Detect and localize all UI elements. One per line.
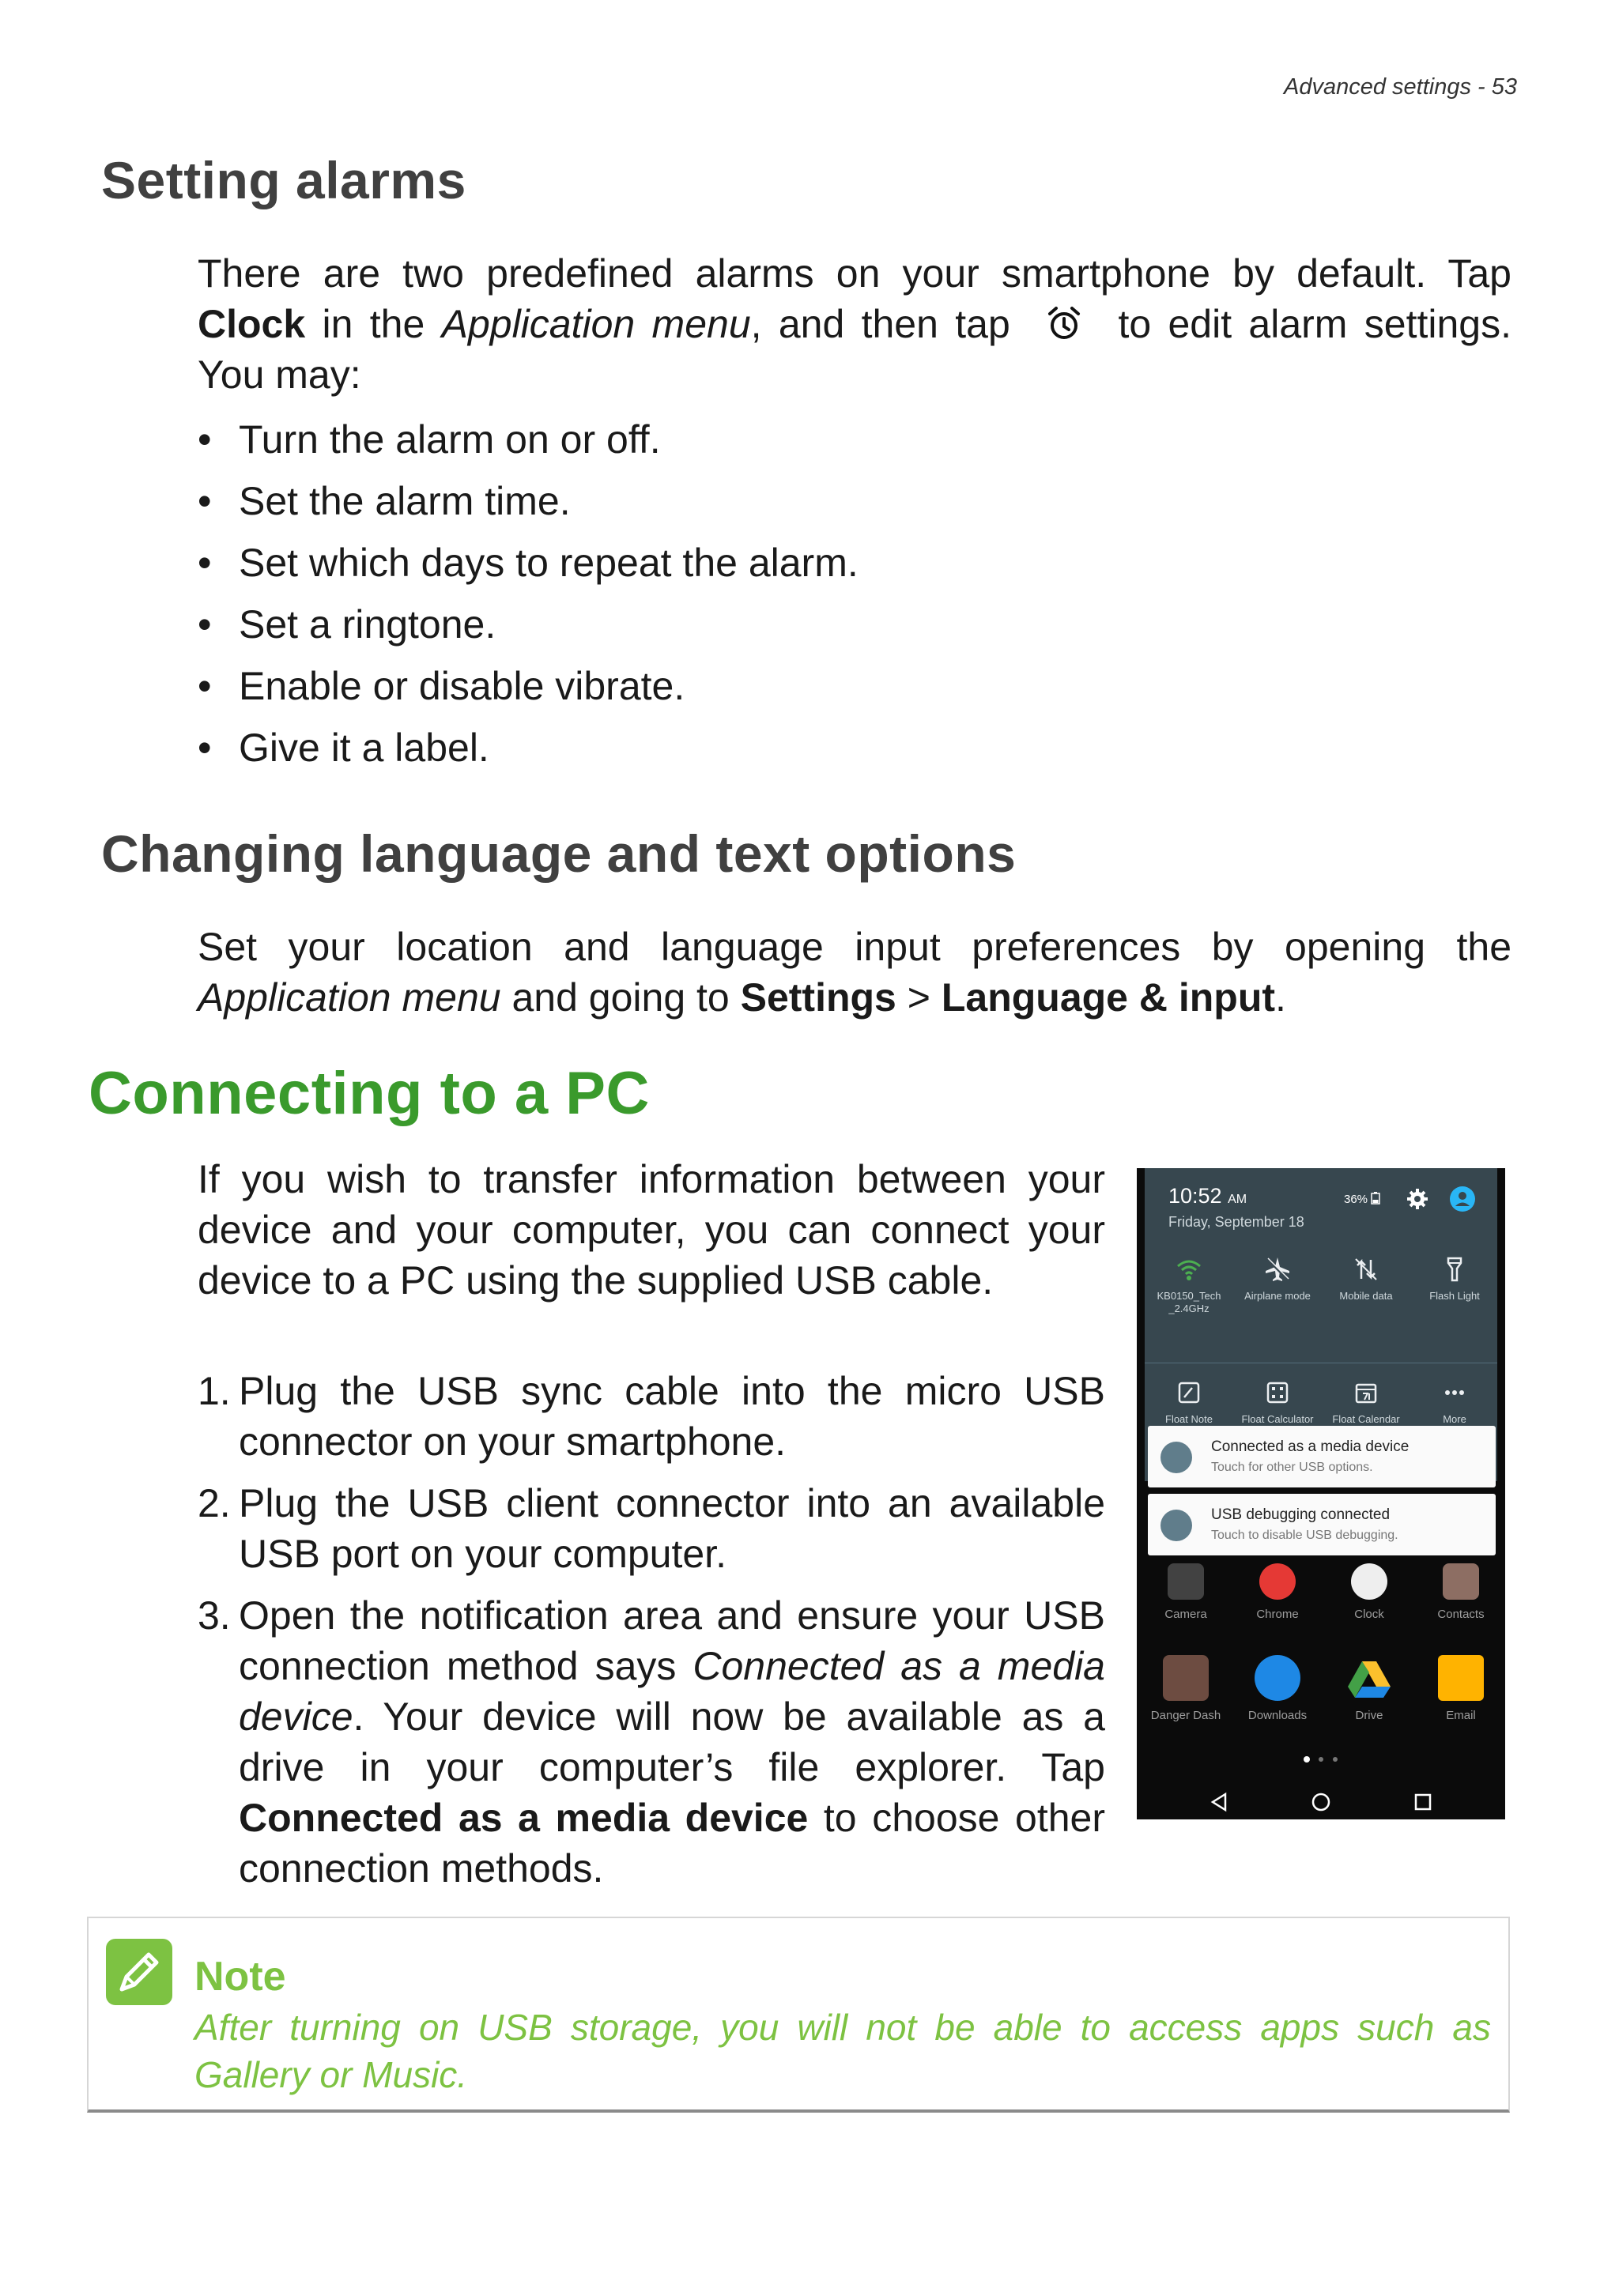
- list-item: [198, 722, 859, 784]
- qs-label: Flash Light: [1429, 1290, 1480, 1302]
- alarms-intro-text-4: to edit alarm settings. You may:: [198, 302, 1511, 397]
- app-danger-dash[interactable]: [1142, 1655, 1230, 1722]
- language-text-3: .: [1275, 975, 1286, 1020]
- app-label: Camera: [1164, 1608, 1207, 1621]
- language-input-term: Language & input: [941, 975, 1276, 1020]
- app-chrome[interactable]: [1233, 1563, 1322, 1621]
- media-device-term: Connected as a media device: [239, 1644, 1105, 1739]
- account-icon[interactable]: [1449, 1186, 1476, 1212]
- time-value: 10:52: [1168, 1184, 1222, 1208]
- path-separator: >: [896, 975, 942, 1020]
- nav-bar: [1137, 1785, 1505, 1819]
- step-text: . Your device will now be available as a drive in your computer’s file explorer. Tap: [239, 1695, 1105, 1789]
- list-item: [198, 537, 859, 599]
- section-heading-setting-alarms: Setting alarms: [101, 151, 466, 209]
- qs-label: Float Calculator: [1241, 1413, 1314, 1425]
- battery-icon: [1371, 1192, 1380, 1205]
- list-item: [198, 599, 859, 661]
- list-item-text: Set a ringtone.: [239, 602, 496, 647]
- settings-term: Settings: [740, 975, 896, 1020]
- app-label: Clock: [1354, 1608, 1384, 1621]
- alarms-intro-text-3: , and then tap: [750, 302, 1028, 346]
- list-item: [198, 476, 859, 537]
- phone-screenshot: [1137, 1168, 1505, 1819]
- status-header: [1145, 1168, 1497, 1244]
- app-drive[interactable]: [1325, 1655, 1413, 1722]
- usb-icon: [1160, 1442, 1192, 1473]
- recents-icon[interactable]: [1412, 1791, 1434, 1813]
- email-icon: [1438, 1655, 1484, 1701]
- list-item: [198, 414, 859, 476]
- step-text: Plug the USB sync cable into the micro USB connector on your smartphone.: [239, 1369, 1105, 1464]
- battery-level: [1344, 1192, 1380, 1206]
- qs-tile-airplane[interactable]: [1233, 1255, 1322, 1303]
- back-icon[interactable]: [1208, 1791, 1230, 1813]
- bullet: •: [198, 417, 212, 462]
- mobile-data-icon: [1352, 1255, 1380, 1284]
- date: Friday, September 18: [1168, 1214, 1304, 1230]
- clock-term: Clock: [198, 302, 306, 346]
- app-label: Contacts: [1437, 1608, 1485, 1621]
- qs-label: KB0150_Tech _2.4GHz: [1157, 1290, 1221, 1314]
- note-box: [87, 1917, 1510, 2113]
- list-item-text: Turn the alarm on or off.: [239, 417, 661, 462]
- wifi-icon: [1175, 1255, 1203, 1284]
- step-text: Open the notification area and ensure your USB connection method says: [239, 1593, 1105, 1688]
- notification-media-device[interactable]: [1148, 1426, 1496, 1487]
- notification-subtitle: Touch to disable USB debugging.: [1211, 1529, 1398, 1542]
- qs-tile-float-note[interactable]: [1145, 1378, 1233, 1426]
- list-item: [198, 1478, 1105, 1579]
- qs-tile-float-calendar[interactable]: [1322, 1378, 1410, 1426]
- list-item: [198, 1590, 1105, 1894]
- app-label: Drive: [1355, 1709, 1383, 1722]
- qs-label: Airplane mode: [1244, 1290, 1311, 1302]
- list-item-text: Enable or disable vibrate.: [239, 664, 685, 708]
- bullet: •: [198, 479, 212, 523]
- app-label: Danger Dash: [1150, 1709, 1221, 1722]
- flashlight-icon: [1440, 1255, 1469, 1284]
- connecting-steps: [198, 1366, 1105, 1905]
- app-label: Email: [1446, 1709, 1476, 1722]
- app-label: Chrome: [1256, 1608, 1299, 1621]
- running-head: Advanced settings - 53: [1283, 74, 1517, 100]
- ampm: AM: [1228, 1193, 1247, 1206]
- clock-time: [1168, 1184, 1247, 1208]
- list-item-text: Set the alarm time.: [239, 479, 571, 523]
- list-item: [198, 1366, 1105, 1467]
- step-text: to choose other connection methods.: [239, 1796, 1106, 1891]
- qs-label: Float Note: [1165, 1413, 1213, 1425]
- qs-tile-wifi[interactable]: [1145, 1255, 1233, 1315]
- language-text-1: Set your location and language input preferences by opening the: [198, 925, 1511, 969]
- application-menu-term: Application menu: [441, 302, 751, 346]
- app-contacts[interactable]: [1417, 1563, 1505, 1621]
- contacts-icon: [1443, 1563, 1479, 1600]
- chrome-icon: [1259, 1563, 1296, 1600]
- qs-label: Mobile data: [1339, 1290, 1393, 1302]
- alarms-intro: [198, 248, 1511, 400]
- step-number: 3.: [198, 1593, 231, 1638]
- list-item-text: Give it a label.: [239, 726, 489, 770]
- list-item: [198, 661, 859, 722]
- connecting-intro: If you wish to transfer information between your device and your computer, you can connect your device to a PC using the supplied USB cable.: [198, 1157, 1105, 1303]
- app-label: Downloads: [1247, 1709, 1308, 1722]
- step-number: 2.: [198, 1481, 231, 1525]
- alarms-intro-text-2: in the: [305, 302, 442, 346]
- application-menu-term: Application menu: [198, 975, 501, 1020]
- media-device-term-bold: Connected as a media device: [239, 1796, 809, 1840]
- bullet: •: [198, 541, 212, 585]
- qs-tile-mobile-data[interactable]: [1322, 1255, 1410, 1303]
- pencil-icon: [106, 1939, 172, 2005]
- step-number: 1.: [198, 1369, 231, 1413]
- calculator-icon: [1263, 1378, 1292, 1407]
- language-text-2: and going to: [500, 975, 741, 1020]
- section-heading-language: Changing language and text options: [101, 824, 1017, 883]
- app-camera[interactable]: [1142, 1563, 1230, 1621]
- bullet: •: [198, 726, 212, 770]
- calendar-icon: [1352, 1378, 1380, 1407]
- qs-label: More: [1443, 1413, 1466, 1425]
- note-title: Note: [194, 1954, 286, 2000]
- battery-text: 36%: [1344, 1193, 1368, 1206]
- notification-subtitle: Touch for other USB options.: [1211, 1461, 1373, 1474]
- language-paragraph: [198, 922, 1511, 1023]
- app-downloads[interactable]: [1233, 1655, 1322, 1722]
- airplane-icon: [1263, 1255, 1292, 1284]
- notification-title: USB debugging connected: [1211, 1506, 1391, 1523]
- download-icon: [1255, 1655, 1300, 1701]
- clock-icon: [1351, 1563, 1387, 1600]
- app-clock[interactable]: [1325, 1563, 1413, 1621]
- qs-tile-more[interactable]: [1410, 1378, 1499, 1426]
- alarm-clock-icon: [1044, 304, 1084, 344]
- chapter-heading-connecting: Connecting to a PC: [89, 1060, 650, 1127]
- note-text: After turning on USB storage, you will not be able to access apps such as Gallery or Music.: [194, 2007, 1491, 2095]
- qs-tile-float-calculator[interactable]: [1233, 1378, 1322, 1426]
- camera-icon: [1168, 1563, 1204, 1600]
- more-icon: [1440, 1378, 1469, 1407]
- qs-label: Float Calendar: [1332, 1413, 1400, 1425]
- note-icon: [1175, 1378, 1203, 1407]
- notification-title: Connected as a media device: [1211, 1438, 1410, 1455]
- page-indicator: [1299, 1755, 1346, 1763]
- bullet: •: [198, 664, 212, 708]
- alarms-intro-text-1: There are two predefined alarms on your smartphone by default. Tap: [198, 251, 1511, 296]
- app-email[interactable]: [1417, 1655, 1505, 1722]
- alarm-options-list: [198, 414, 859, 784]
- step-text: Plug the USB client connector into an available USB port on your computer.: [239, 1481, 1105, 1576]
- home-icon[interactable]: [1310, 1791, 1332, 1813]
- drive-icon: [1346, 1655, 1392, 1701]
- list-item-text: Set which days to repeat the alarm.: [239, 541, 859, 585]
- bullet: •: [198, 602, 212, 647]
- game-icon: [1163, 1655, 1209, 1701]
- notification-usb-debugging[interactable]: [1148, 1494, 1496, 1555]
- gear-icon[interactable]: [1406, 1187, 1429, 1211]
- bug-icon: [1160, 1510, 1192, 1541]
- qs-tile-flashlight[interactable]: [1410, 1255, 1499, 1303]
